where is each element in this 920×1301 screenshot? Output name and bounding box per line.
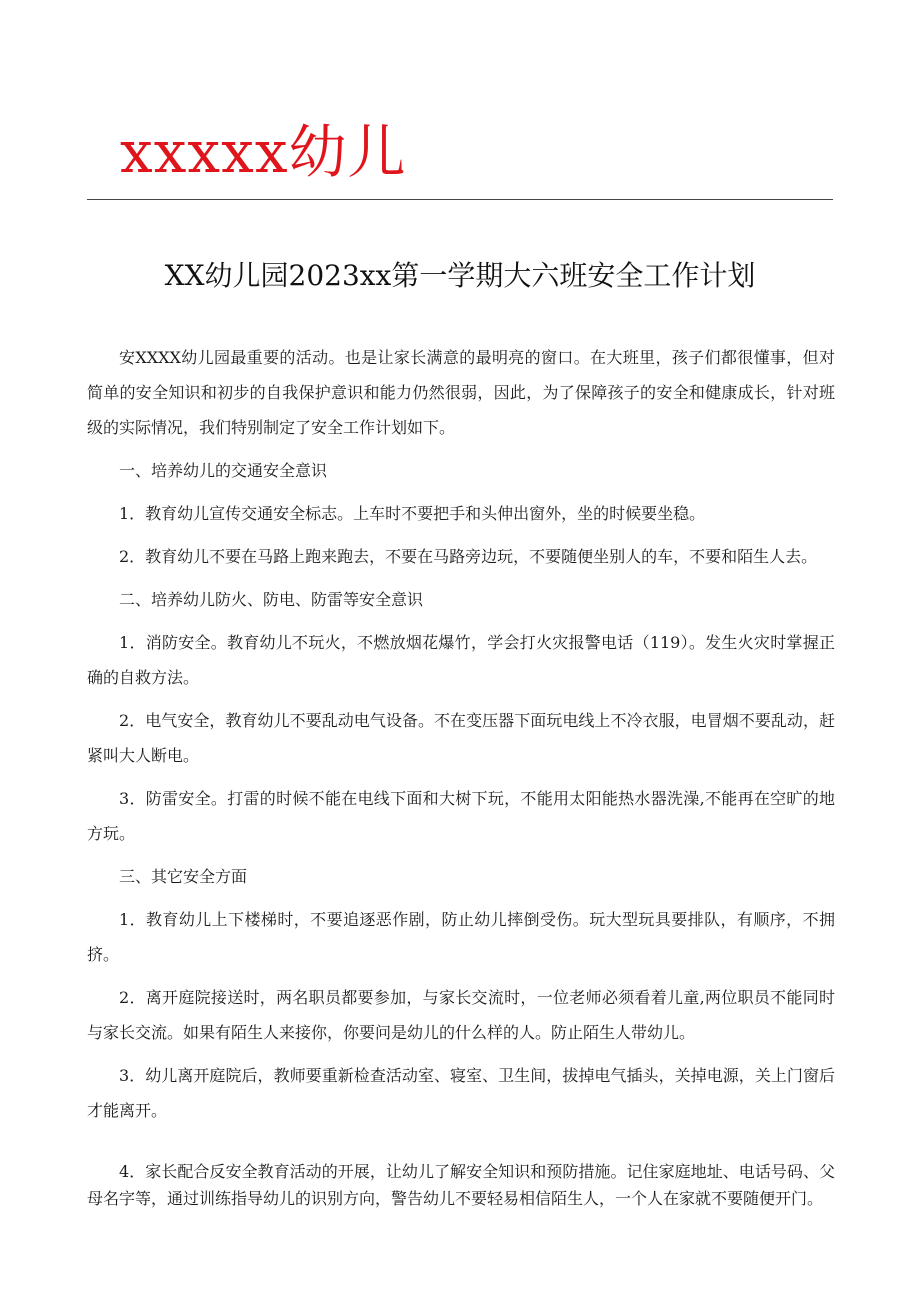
list-item: 1．教育幼儿上下楼梯时，不要追逐恶作剧，防止幼儿摔倒受伤。玩大型玩具要排队，有顺序，不拥挤。 [87,910,835,964]
list-item: 4．家长配合反安全教育活动的开展，让幼儿了解安全知识和预防措施。记住家庭地址、电话号码、父母名字等，通过训练指导幼儿的识别方向，警告幼儿不要轻易相信陌生人，一个人在家就不要随便开门。 [87,1162,835,1208]
header-divider [87,199,833,200]
list-item: 1．消防安全。教育幼儿不玩火，不燃放烟花爆竹，学会打火灾报警电话（119）。发生火灾时掌握正确的自救方法。 [87,633,835,687]
section-heading-traffic: 一、培养幼儿的交通安全意识 [119,461,328,480]
header-brand-title: xxxxx幼儿 [120,118,407,186]
list-item: 3．防雷安全。打雷的时候不能在电线下面和大树下玩，不能用太阳能热水器洗澡,不能再在空旷的地方玩。 [87,789,835,843]
list-item: 2．电气安全，教育幼儿不要乱动电气设备。不在变压器下面玩电线上不冷衣服，电冒烟不要乱动，赶紧叫大人断电。 [87,711,835,765]
document-body [87,340,835,1220]
list-item: 1．教育幼儿宣传交通安全标志。上车时不要把手和头伸出窗外，坐的时候要坐稳。 [119,504,706,523]
intro-paragraph: 安XXXX幼儿园最重要的活动。也是让家长满意的最明亮的窗口。在大班里，孩子们都很懂事，但对简单的安全知识和初步的自我保护意识和能力仍然很弱，因此，为了保障孩子的安全和健康成长，针对班级的实际情况，我们特别制定了安全工作计划如下。 [87,348,835,437]
section-heading-fire-electric: 二、培养幼儿防火、防电、防雷等安全意识 [119,590,424,609]
section-heading-other: 三、其它安全方面 [119,867,248,886]
list-item: 2．教育幼儿不要在马路上跑来跑去，不要在马路旁边玩，不要随便坐别人的车，不要和陌生人去。 [119,547,818,566]
document-title: XX幼儿园2023xx第一学期大六班安全工作计划 [164,259,756,292]
list-item: 3．幼儿离开庭院后，教师要重新检查活动室、寝室、卫生间，拔掉电气插头，关掉电源，关上门窗后才能离开。 [87,1066,835,1120]
list-item: 2．离开庭院接送时，两名职员都要参加，与家长交流时，一位老师必须看着儿童,两位职员不能同时与家长交流。如果有陌生人来接你，你要问是幼儿的什么样的人。防止陌生人带幼儿。 [87,988,835,1042]
